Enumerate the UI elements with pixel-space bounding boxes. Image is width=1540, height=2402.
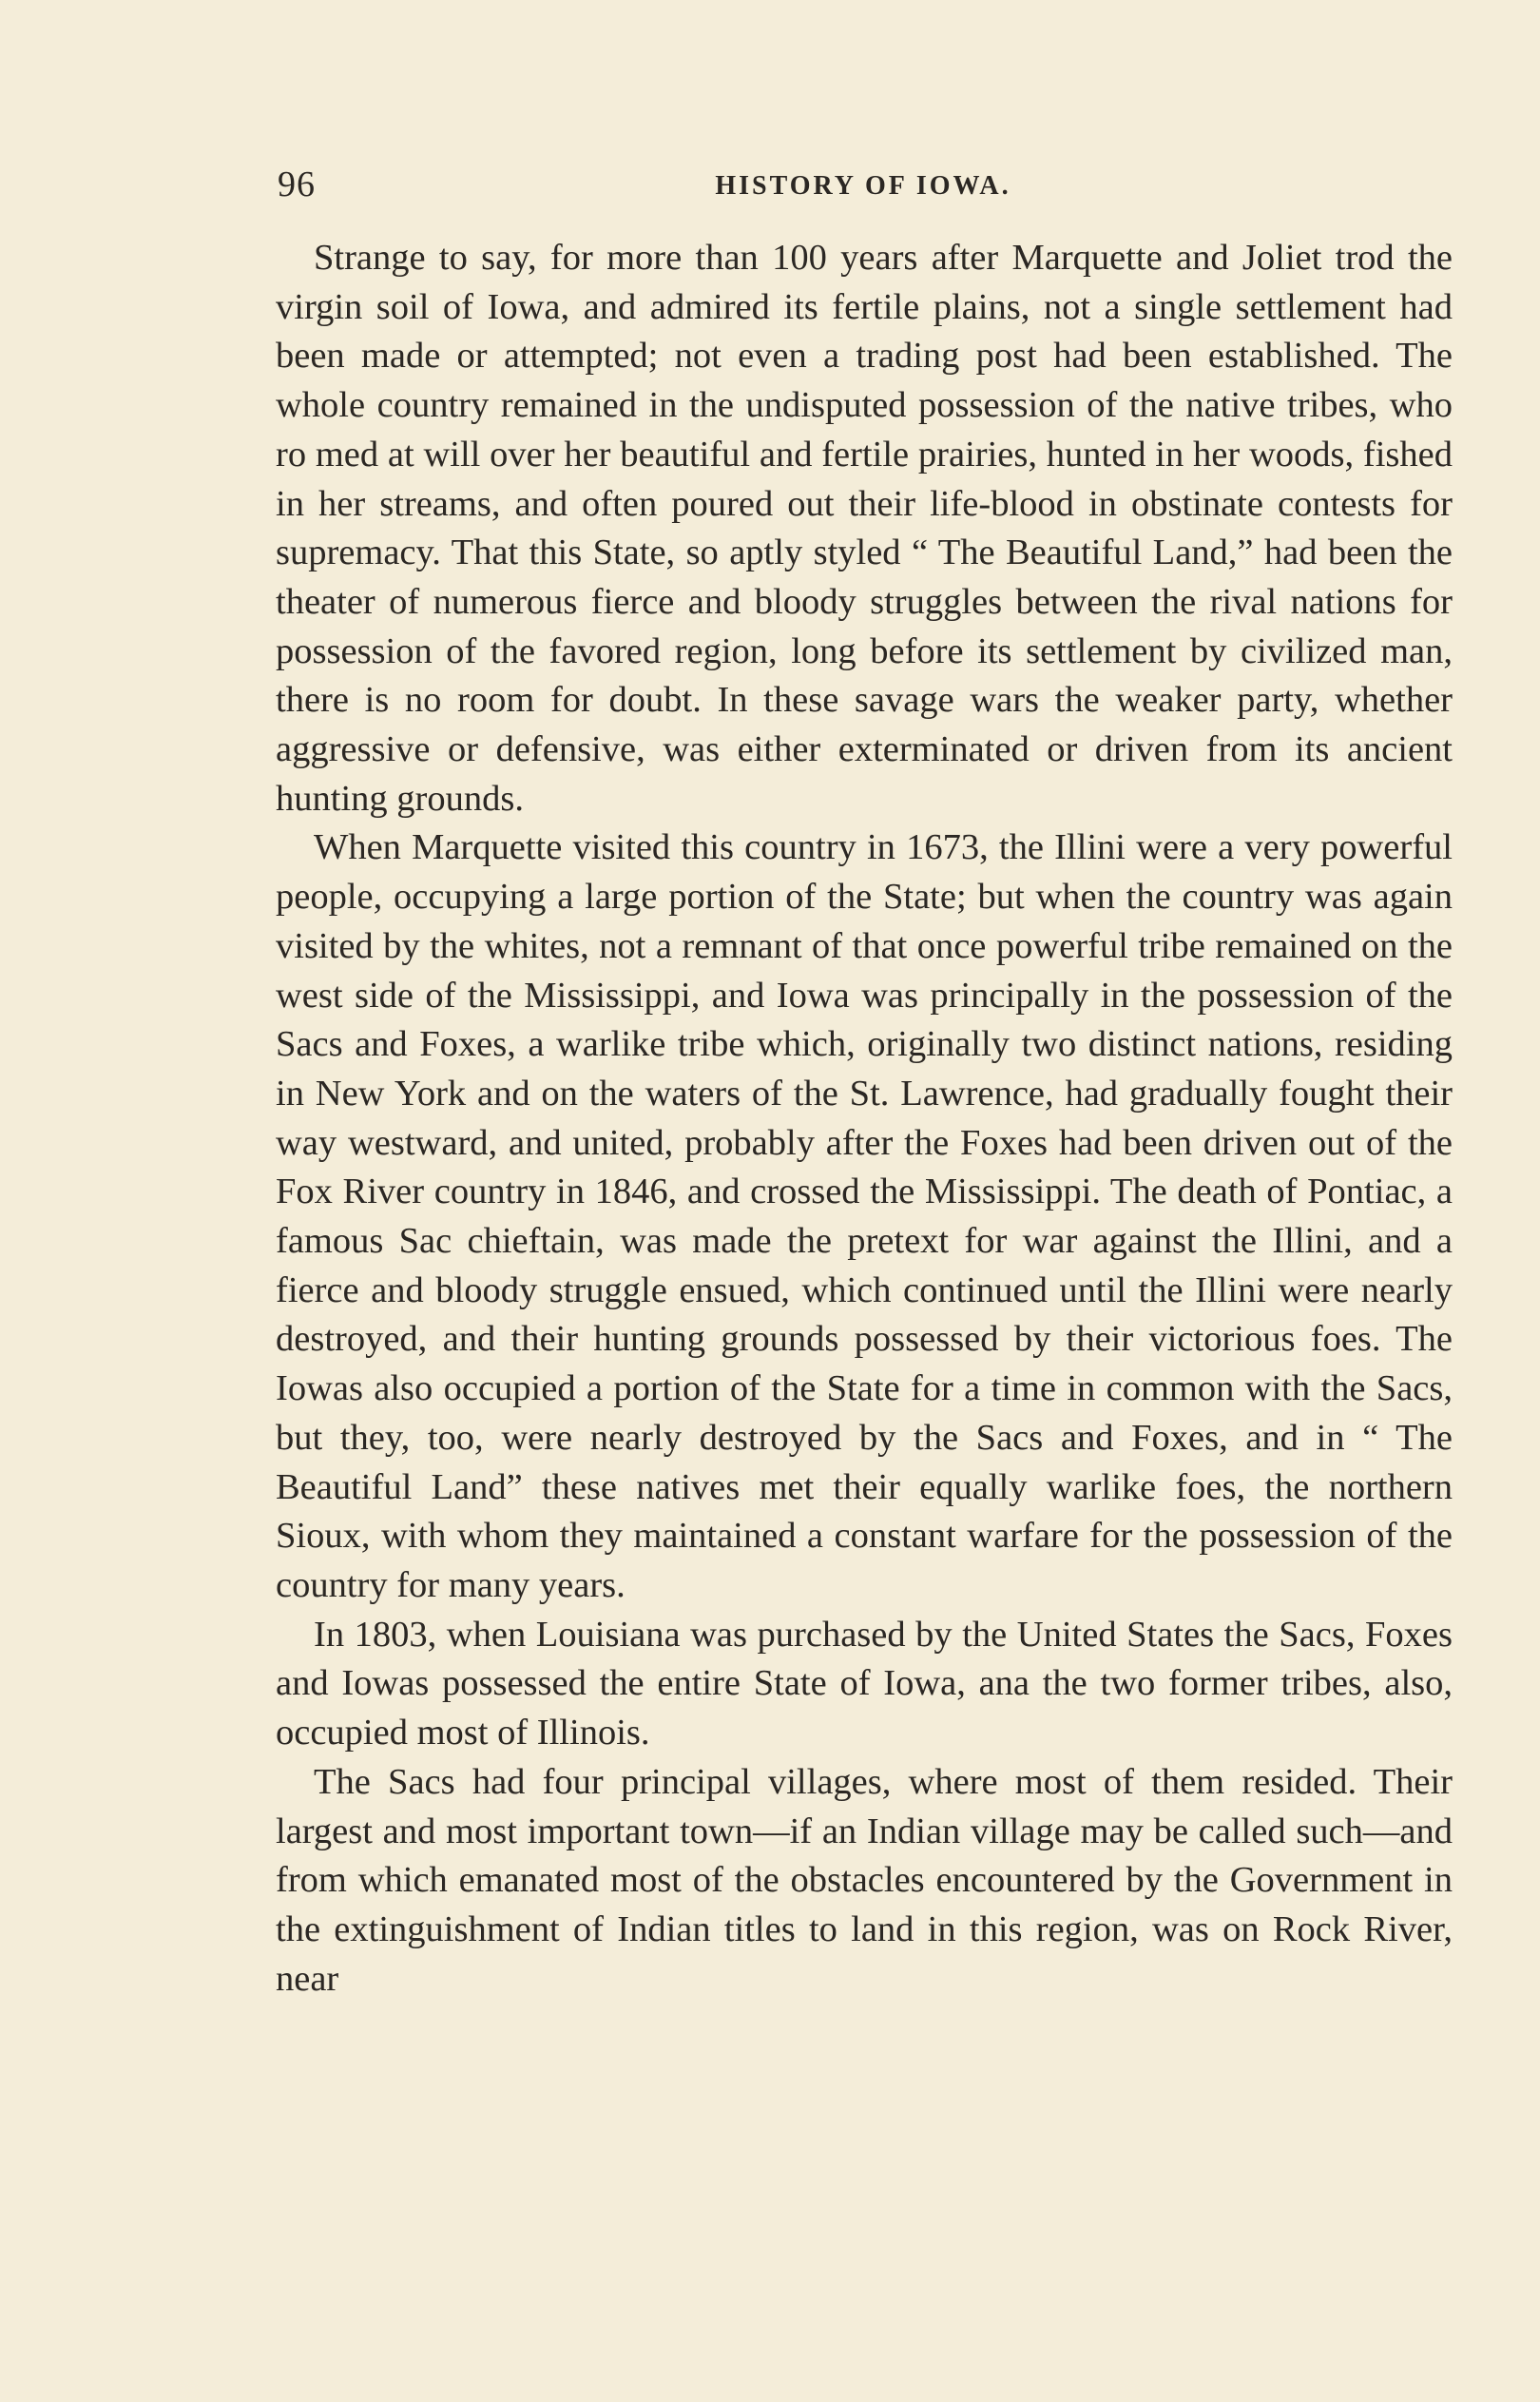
page-header <box>278 164 1449 211</box>
paragraph-4: The Sacs had four principal villages, where most of them resided. Their largest and most important town—if an Indian village may be called such—and from which emanated most of the obstacles encountered by the Government in the extinguishment of Indian titles to land in this region, was on Rock River, near <box>276 1761 1453 1999</box>
page-body <box>276 234 1453 2004</box>
paragraph-3: In 1803, when Louisiana was purchased by the United States the Sacs, Foxes and Iowas possessed the entire State of Iowa, ana the two former tribes, also, occupied most of Illinois. <box>276 1614 1453 1753</box>
paragraph-1: Strange to say, for more than 100 years after Marquette and Joliet trod the virgin soil of Iowa, and admired its fertile plains, not a single settlement had been made or attempted; not even a trading post had been established. The whole country remained in the undisputed possession of the native tribes, who ro med at will over her beautiful and fertile prairies, hunted in her woods, fished in her streams, and often poured out their life-blood in obstinate contests for supremacy. That this State, so aptly styled “ The Beautiful Land,” had been the theater of numerous fierce and bloody struggles between the rival nations for possession of the favored region, long before its settlement by civilized man, there is no room for doubt. In these savage wars the weaker party, whether aggressive or defensive, was either exterminated or driven from its ancient hunting grounds. <box>276 238 1453 819</box>
page-number: 96 <box>278 165 316 204</box>
running-title: HISTORY OF IOWA. <box>715 171 1011 201</box>
paragraph-2: When Marquette visited this country in 1673, the Illini were a very powerful people, occupying a large portion of the State; but when the country was again visited by the whites, not a remnant of that once powerful tribe remained on the west side of the Mississippi, and Iowa was principally in the possession of the Sacs and Foxes, a warlike tribe which, originally two distinct nations, residing in New York and on the waters of the St. Lawrence, had gradually fought their way westward, and united, probably after the Foxes had been driven out of the Fox River country in 1846, and crossed the Mississippi. The death of Pontiac, a famous Sac chieftain, was made the pretext for war against the Illini, and a fierce and bloody struggle ensued, which continued until the Illini were nearly destroyed, and their hunting grounds possessed by their victorious foes. The Iowas also occupied a portion of the State for a time in common with the Sacs, but they, too, were nearly destroyed by the Sacs and Foxes, and in “ The Beautiful Land” these natives met their equally warlike foes, the northern Sioux, with whom they maintained a constant warfare for the possession of the country for many years. <box>276 827 1453 1605</box>
